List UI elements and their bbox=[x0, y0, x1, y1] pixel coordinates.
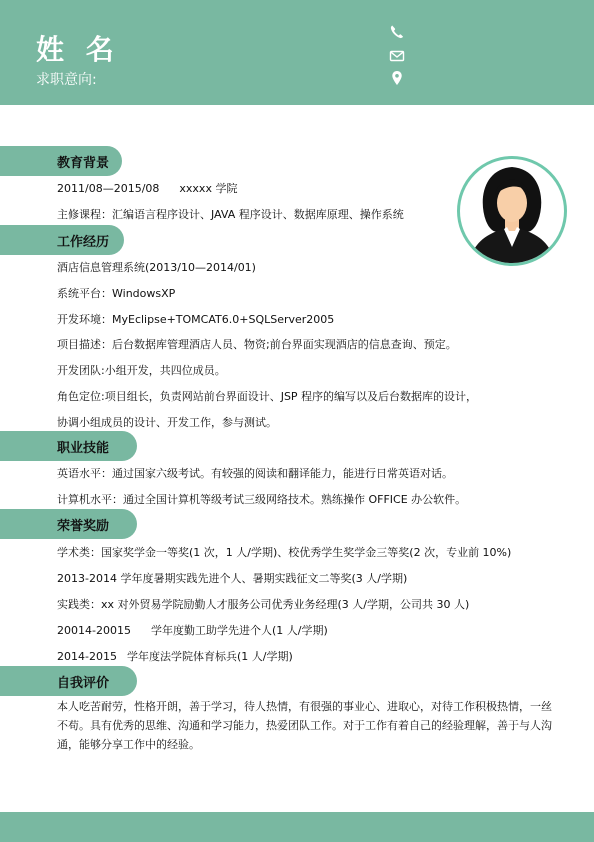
location-icon bbox=[389, 70, 405, 86]
self-evaluation-text: 本人吃苦耐劳，性格开朗，善于学习，待人热情，有很强的事业心、进取心，对待工作积极热情，一丝不苟。具有优秀的思维、沟通和学习能力，热爱团队工作。对于工作有着自己的经验理解，善于与人沟通，能够分享工作中的经验。 bbox=[57, 700, 552, 751]
footer-band bbox=[0, 812, 594, 842]
work-line: 酒店信息管理系统(2013/10—2014/01) bbox=[57, 261, 256, 274]
applicant-name: 姓 名 bbox=[36, 33, 120, 66]
section-title: 工作经历 bbox=[57, 235, 110, 250]
section-skills bbox=[0, 431, 137, 461]
phone-icon bbox=[389, 24, 405, 40]
education-line bbox=[57, 180, 237, 196]
avatar bbox=[457, 156, 567, 266]
section-education bbox=[0, 146, 122, 176]
work-line: 系统平台：WindowsXP bbox=[57, 287, 176, 300]
section-title: 自我评价 bbox=[57, 676, 110, 691]
header-band bbox=[0, 0, 594, 105]
section-title: 教育背景 bbox=[57, 156, 110, 171]
award-line bbox=[57, 648, 293, 664]
award-text: 学年度勤工助学先进个人(1 人/学期) bbox=[150, 624, 328, 637]
section-work bbox=[0, 225, 124, 255]
section-title: 荣誉奖励 bbox=[57, 519, 110, 534]
mail-icon bbox=[389, 48, 405, 64]
section-awards bbox=[0, 509, 137, 539]
award-text: 学年度法学院体育标兵(1 人/学期) bbox=[126, 650, 293, 663]
work-line: 角色定位:项目组长，负责网站前台界面设计、JSP 程序的编写以及后台数据库的设计， bbox=[57, 390, 478, 403]
section-self-evaluation bbox=[0, 666, 137, 696]
award-line: 学术类：国家奖学金一等奖(1 次，1 人/学期)、校优秀学生奖学金三等奖(2 次，专业前 10%) bbox=[57, 546, 512, 559]
skills-line: 英语水平：通过国家六级考试。有较强的阅读和翻译能力，能进行日常英语对话。 bbox=[57, 467, 453, 480]
work-line: 开发环境：MyEclipse+TOMCAT6.0+SQLServer2005 bbox=[57, 313, 335, 326]
education-courses: 主修课程：汇编语言程序设计、JAVA 程序设计、数据库原理、操作系统 bbox=[57, 208, 404, 221]
job-intent-label: 求职意向: bbox=[36, 72, 97, 88]
award-year: 20014-20015 bbox=[57, 624, 131, 637]
work-line: 开发团队:小组开发，共四位成员。 bbox=[57, 364, 226, 377]
work-line: 项目描述：后台数据库管理酒店人员、物资;前台界面实现酒店的信息查询、预定。 bbox=[57, 338, 457, 351]
avatar-illustration bbox=[460, 159, 564, 263]
award-year: 2014-2015 bbox=[57, 650, 117, 663]
education-school: xxxxx 学院 bbox=[179, 182, 238, 195]
award-line bbox=[57, 622, 328, 638]
section-title: 职业技能 bbox=[57, 441, 110, 456]
education-period: 2011/08—2015/08 bbox=[57, 182, 160, 195]
work-line: 协调小组成员的设计、开发工作，参与测试。 bbox=[57, 416, 277, 429]
skills-line: 计算机水平：通过全国计算机等级考试三级网络技术。熟练操作 OFFICE 办公软件。 bbox=[57, 493, 467, 506]
award-line: 实践类：xx 对外贸易学院励勤人才服务公司优秀业务经理(3 人/学期，公司共 30 人) bbox=[57, 598, 470, 611]
award-line: 2013-2014 学年度暑期实践先进个人、暑期实践征文二等奖(3 人/学期) bbox=[57, 572, 408, 585]
